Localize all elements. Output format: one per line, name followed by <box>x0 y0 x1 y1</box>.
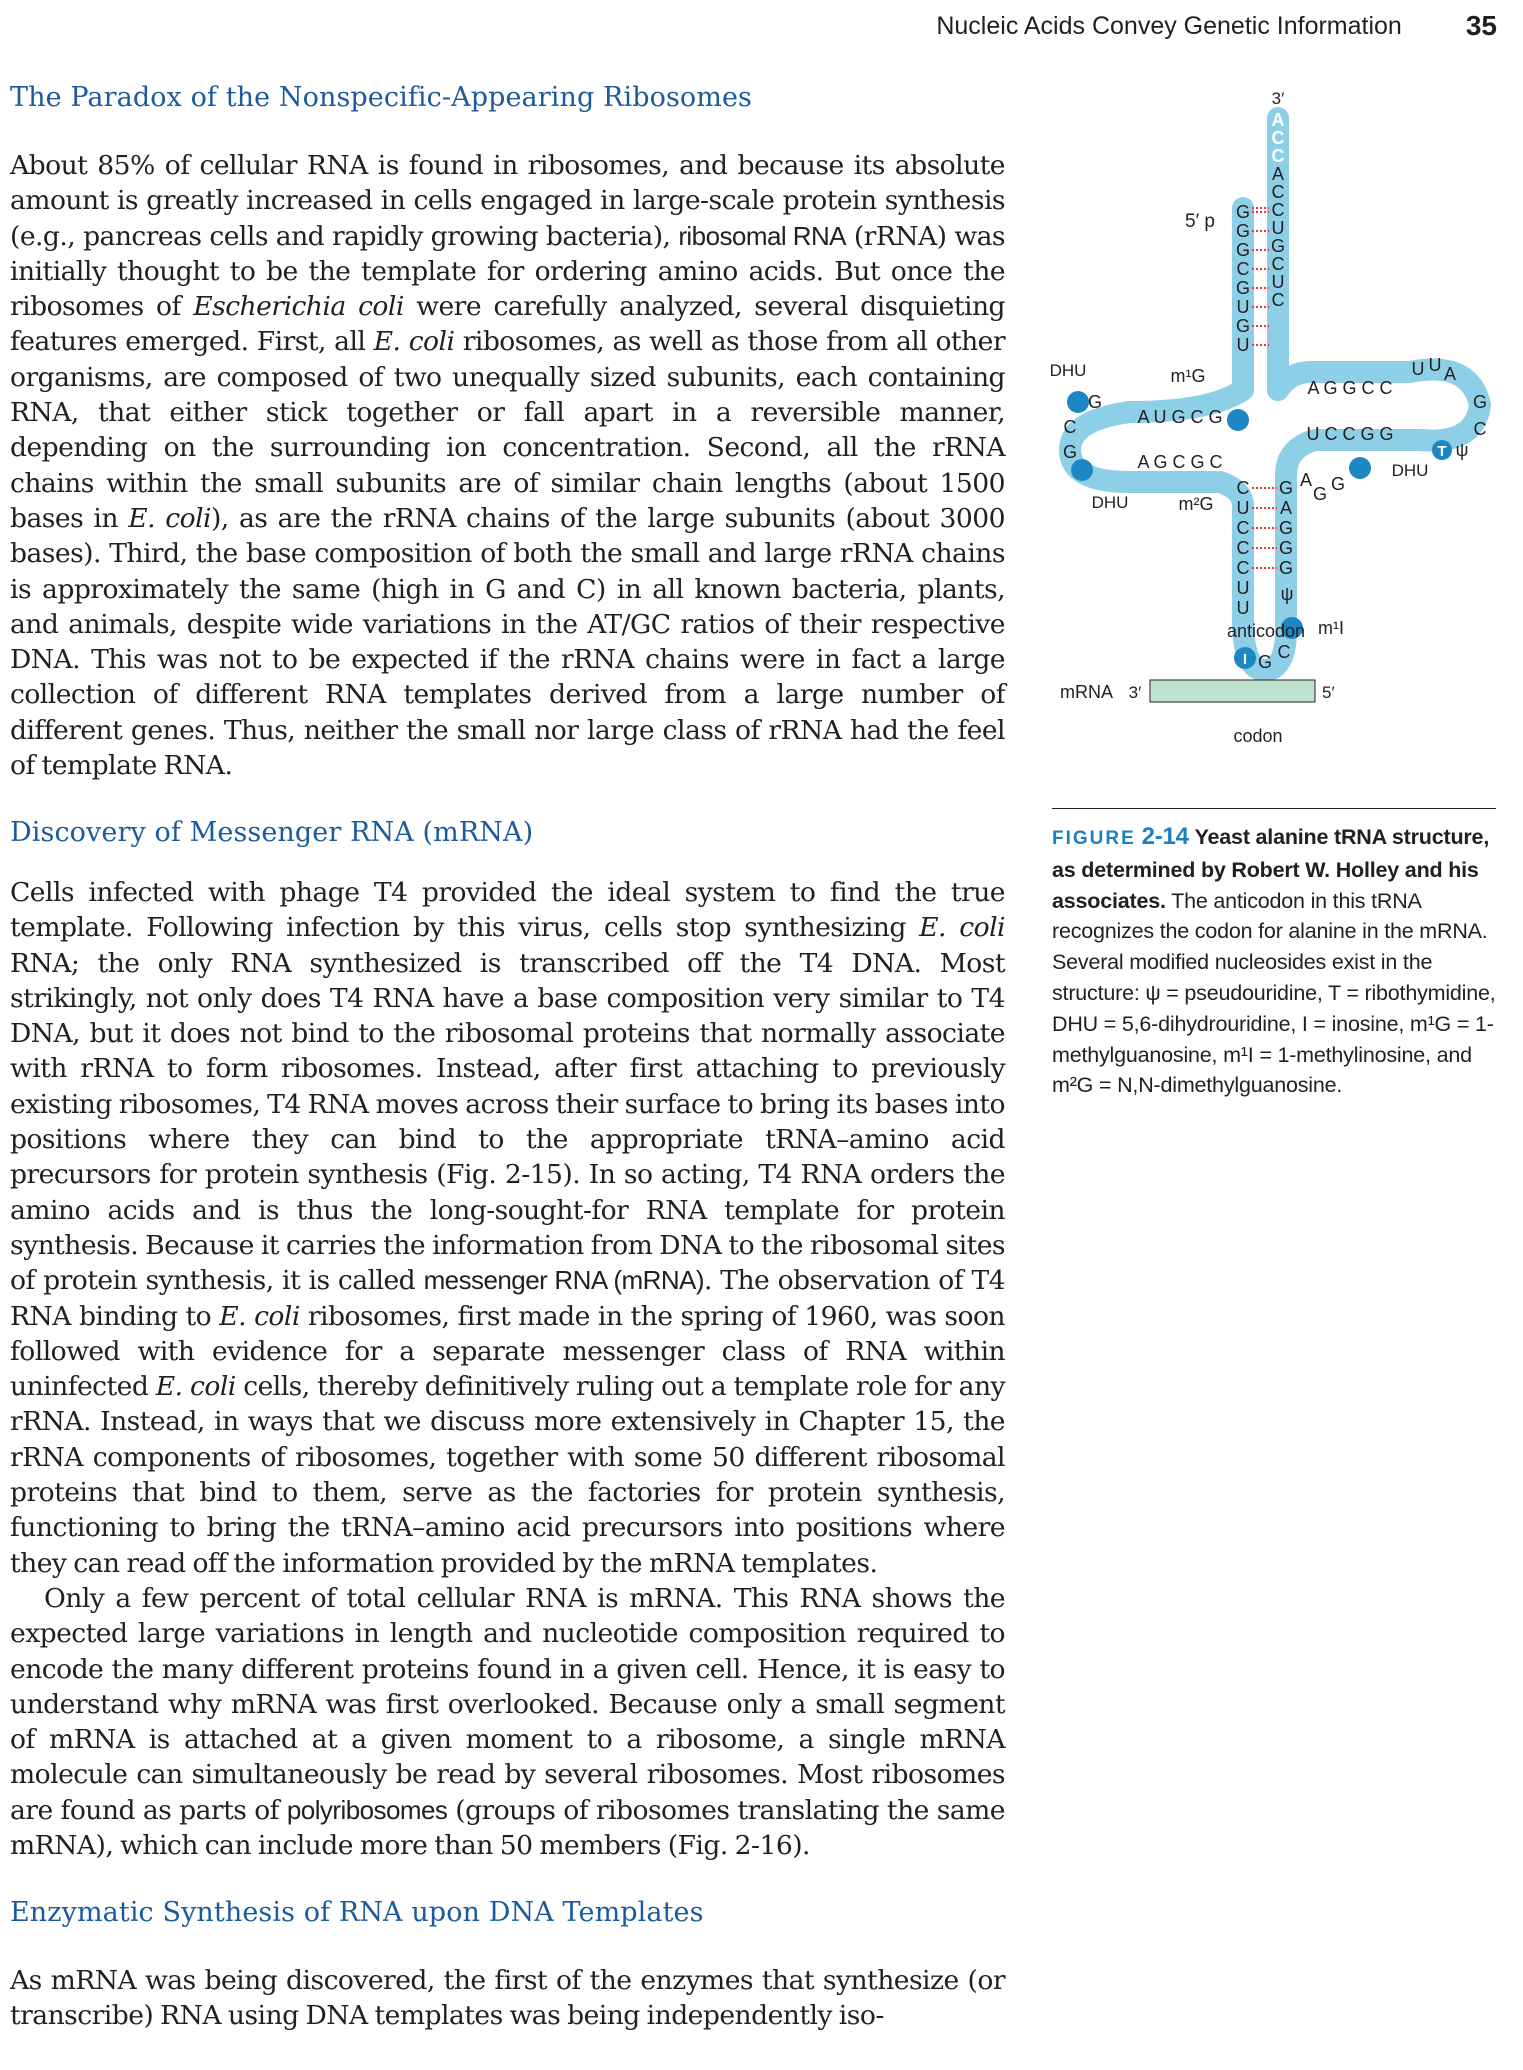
acceptor-5-base: C <box>1236 259 1250 279</box>
acceptor-3-base: U <box>1271 272 1285 292</box>
figure-trna-diagram <box>1040 90 1510 790</box>
anticodon-3-base: G <box>1278 518 1294 538</box>
acceptor-5-base: G <box>1235 221 1251 241</box>
text-run: About 85% of cellular RNA is found in ribosomes, and because its absolute amount is greatly increased in cells engaged in large-scale protein synthesis (e.g., pancreas cells and rapidly growing bacteria), <box>10 150 1005 252</box>
tpsi-arm-bottom-bases: U C C G G <box>1306 424 1394 444</box>
m1g-label: m¹G <box>1170 366 1206 386</box>
anticodon-extra-base: G <box>1330 474 1346 494</box>
page-number: 35 <box>1465 10 1497 41</box>
acceptor-5-base: G <box>1235 240 1251 260</box>
figure-label: FIGURE <box>1052 828 1136 849</box>
species-name: E. coli <box>219 1300 300 1332</box>
species-name: E. coli <box>128 502 211 534</box>
tpsi-arm-top-bases: A G G C C <box>1307 378 1393 398</box>
species-name: E. coli <box>373 326 455 358</box>
anticodon-5-base: C <box>1236 518 1250 538</box>
acceptor-3-base: C <box>1271 254 1285 274</box>
acceptor-5-base: G <box>1235 202 1251 222</box>
text-run: Only a few percent of total cellular RNA is mRNA. This RNA shows the expected large variations in length and nucleotide composition required to encode the many different proteins found in a given cell. Hence, it is easy to understand why mRNA was first overlooked. Because only a small segment of mRNA is attached at a given moment to a ribosome, a single mRNA molecule can simultaneously be read by several ribosomes. Most ribosomes are found as parts of <box>10 1582 1005 1826</box>
tpsi-loop-base: A <box>1443 364 1457 384</box>
d-loop-base: G <box>1062 442 1078 462</box>
anticodon-3-base: A <box>1279 498 1293 518</box>
mrna-label: mRNA <box>1060 682 1113 702</box>
text-run: ribosomes, as well as those from all other organisms, are composed of two unequally sized subunits, each containing RNA, that either stick together or fall apart in a reversible manner, depending on the surrounding ion concentration. Second, all the rRNA chains within the small subunits are of similar chain lengths (about 1500 bases in <box>10 326 1005 534</box>
text-run: ), as are the rRNA chains of the large subunits (about 3000 bases). Third, the base composition of both the small and large rRNA chains is approximately the same (high in G and C) in all known bacteria, plants, and animals, despite wide variations in the AT/GC ratios of their respective DNA. This was not to be expected if the rRNA chains were in fact a large collection of different RNA templates derived from a large number of different genes. Thus, neither the small nor large class of rRNA had the feel of template RNA. <box>10 502 1005 782</box>
d-arm-top-bases: A U G C G <box>1137 407 1223 427</box>
acceptor-3-base: C <box>1271 182 1285 202</box>
paragraph-mrna-fraction <box>10 1581 1005 1863</box>
anticodon-5-base: C <box>1236 538 1250 558</box>
section-body-mrna-discovery <box>10 875 1005 1863</box>
acceptor-3-base: U <box>1271 218 1285 238</box>
dhu-label-bottom: DHU <box>1091 493 1129 512</box>
anticodon-loop-base: C <box>1277 642 1291 662</box>
paragraph-enzymatic-synthesis <box>10 1963 1005 2034</box>
text-run: were carefully analyzed, several disquieting features emerged. First, all <box>10 291 1006 358</box>
species-name: E. coli <box>919 912 1005 944</box>
pseudouridine-anticodon-label: ψ <box>1280 584 1294 604</box>
tpsi-loop-base: U <box>1428 355 1442 375</box>
mrna-five-prime-label: 5′ <box>1322 683 1335 702</box>
key-term-messenger-rna: messenger RNA (mRNA) <box>423 1265 704 1296</box>
dhu-node-bottom <box>1071 459 1093 481</box>
anticodon-3-base: G <box>1278 538 1294 558</box>
paragraph-ribosome-paradox <box>10 148 1005 783</box>
tpsi-loop-base: C <box>1473 419 1487 439</box>
dhu-label-tarm: DHU <box>1391 461 1429 480</box>
acceptor-3-base: C <box>1271 290 1285 310</box>
acceptor-3-base: A <box>1271 110 1285 130</box>
text-run: . The observation of T4 RNA binding to <box>10 1265 1005 1332</box>
text-run: Cells infected with phage T4 provided the ideal system to find the true template. Following infection by this virus, cells stop synthesizing <box>10 877 1005 944</box>
anticodon-5-base: C <box>1236 478 1250 498</box>
anticodon-3-base: G <box>1278 478 1294 498</box>
acceptor-3-base: A <box>1271 164 1285 184</box>
section-heading-mrna-discovery: Discovery of Messenger RNA (mRNA) <box>10 817 534 848</box>
dhu-node-top <box>1067 391 1089 413</box>
anticodon-5-base: U <box>1236 498 1250 518</box>
text-run: (rRNA) was initially thought to be the template for ordering amino acids. But once the ribosomes of <box>10 220 1005 323</box>
codon-label: codon <box>1233 726 1283 746</box>
acceptor-5-base: G <box>1235 316 1251 336</box>
inosine-label: I <box>1242 651 1248 668</box>
acceptor-3-base: C <box>1271 146 1285 166</box>
figure-caption-rule <box>1052 808 1496 809</box>
figure-caption <box>1052 822 1500 1101</box>
anticodon-label: anticodon <box>1226 621 1306 641</box>
d-arm-bottom-bases: A G C G C <box>1137 452 1223 472</box>
anticodon-5-base: U <box>1236 578 1250 598</box>
anticodon-5-base: U <box>1236 598 1250 618</box>
acceptor-5-base: U <box>1236 335 1250 355</box>
acceptor-5-base: G <box>1235 278 1251 298</box>
mrna-strand <box>1150 680 1315 702</box>
figure-caption-body: The anticodon in this tRNA recognizes the codon for alanine in the mRNA. Several modified nucleosides exist in the structure: ψ = pseudouridine, T = ribothymidine, DHU = 5,6-dihydrouridine, I = inosine, m¹G = 1-methylguanosine, m¹I = 1-methylinosine, and m²G = N,N-dimethylguanosine. <box>1052 888 1496 1098</box>
m1i-label: m¹I <box>1318 618 1344 638</box>
figure-title: Yeast alanine tRNA structure, as determined by Robert W. Holley and his associates. <box>1052 825 1490 913</box>
anticodon-extra-base: A <box>1299 470 1313 490</box>
mrna-three-prime-label: 3′ <box>1128 683 1142 702</box>
acceptor-5-base: U <box>1236 297 1250 317</box>
acceptor-3-base: G <box>1270 236 1286 256</box>
three-prime-label: 3′ <box>1271 90 1285 108</box>
species-name: Escherichia coli <box>193 291 404 323</box>
ribothymidine-label: T <box>1437 443 1447 460</box>
text-run: As mRNA was being discovered, the first of the enzymes that synthesize (or transcribe) RNA using DNA templates was being independently iso- <box>10 1965 1005 2032</box>
running-head <box>900 6 1497 46</box>
anticodon-5-base: C <box>1236 558 1250 578</box>
text-run: RNA; the only RNA synthesized is transcribed off the T4 DNA. Most strikingly, not only does T4 RNA have a base composition very similar to T4 DNA, but it does not bind to the ribosomal proteins that normally associate with rRNA to form ribosomes. Instead, after first attaching to previously existing ribosomes, T4 RNA moves across their surface to bring its bases into positions where they can bind to the appropriate tRNA–amino acid precursors for protein synthesis (Fig. 2-15). In so acting, T4 RNA orders the amino acids and is thus the long-sought-for RNA template for protein synthesis. Because it carries the information from DNA to the ribosomal sites of protein synthesis, it is called <box>10 947 1005 1297</box>
text-run: ribosomes, first made in the spring of 1960, was soon followed with evidence for a separate messenger class of RNA within uninfected <box>10 1300 1005 1403</box>
dhu-label-top: DHU <box>1049 361 1087 380</box>
figure-number: 2-14 <box>1141 823 1189 850</box>
text-run: (groups of ribosomes translating the same mRNA), which can include more than 50 members (Fig. 2-16). <box>10 1794 1005 1862</box>
tpsi-loop-base: U <box>1411 359 1425 379</box>
m2g-label: m²G <box>1178 494 1214 514</box>
anticodon-3-base: G <box>1278 558 1294 578</box>
tpsi-loop-base: G <box>1472 392 1488 412</box>
trna-cloverleaf-svg <box>1040 90 1510 790</box>
m1g-node <box>1227 409 1249 431</box>
text-run: cells, thereby definitively ruling out a template role for any rRNA. Instead, in ways that we discuss more extensively in Chapter 15, the rRNA components of ribosomes, together with some 50 different ribosomal proteins that bind to them, serve as the factories for protein synthesis, functioning to bring the tRNA–amino acid precursors into positions where they can read off the information provided by the mRNA templates. <box>10 1371 1006 1579</box>
running-head-title: Nucleic Acids Convey Genetic Information <box>936 11 1402 40</box>
pseudouridine-tloop-label: ψ <box>1455 440 1469 460</box>
key-term-polyribosomes: polyribosomes <box>286 1794 448 1825</box>
five-prime-label: 5′ p <box>1185 211 1215 232</box>
tpsi-dhu-node <box>1349 457 1371 479</box>
acceptor-3-base: C <box>1271 200 1285 220</box>
section-heading-enzymatic-synthesis: Enzymatic Synthesis of RNA upon DNA Templates <box>10 1897 704 1928</box>
anticodon-loop-base: G <box>1257 652 1273 672</box>
species-name: E. coli <box>155 1371 236 1403</box>
key-term-ribosomal-rna: ribosomal RNA <box>678 220 846 251</box>
section-heading-ribosome-paradox: The Paradox of the Nonspecific-Appearing Ribosomes <box>10 82 753 113</box>
anticodon-extra-base: G <box>1312 484 1328 504</box>
acceptor-3-base: C <box>1271 128 1285 148</box>
paragraph-mrna-discovery <box>10 875 1005 1581</box>
d-loop-base: C <box>1063 417 1077 437</box>
d-loop-base: G <box>1087 392 1103 412</box>
